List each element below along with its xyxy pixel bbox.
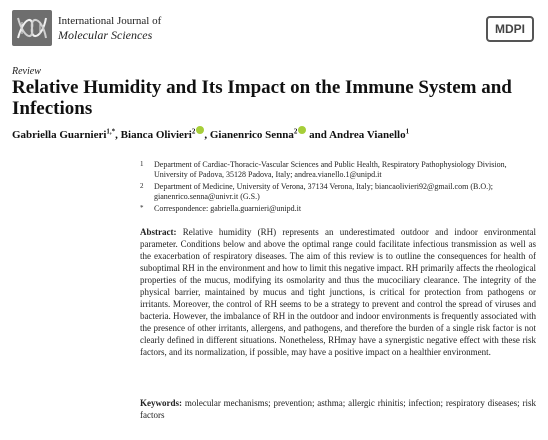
article-title: Relative Humidity and Its Impact on the Immune System and Infections: [12, 77, 512, 119]
journal-name: [58, 14, 161, 42]
affiliation-item: [140, 160, 535, 180]
author-conjunction: and: [306, 129, 330, 141]
journal-name-line1: International Journal of: [58, 15, 162, 27]
author-separator: ,: [204, 129, 210, 141]
author-name: Gabriella Guarnieri: [12, 129, 107, 141]
author-affiliation-mark: 2: [293, 127, 298, 136]
affiliation-mark: *: [140, 204, 144, 212]
author-name: Bianca Olivieri: [120, 129, 192, 141]
page-header: [0, 0, 548, 56]
publisher-logo-text: MDPI: [495, 22, 525, 36]
abstract-text: Relative humidity (RH) represents an underestimated outdoor and indoor environmental parameter. Conditions below and above the optimal range could facilitate infectious transmission as well as the exacerbation of respiratory diseases. The aim of this review is to outline the consequences for health of suboptimal RH in the environment and how to limit this negative impact. RH primarily affects the rheological properties of the mucus, modifying its osmolarity and thus the mucociliary clearance. The integrity of the physical barrier, maintained by mucus and tight junctions, is critical for protection from pathogens or irritants. Moreover, the control of RH seems to be a strategy to prevent and control the spread of viruses and bacteria. However, the imbalance of RH in the outdoor and indoor environments is frequently associated with the presence of other irritants, allergens, and pathogens, and therefore the burden of a single risk factor is not clearly defined in different situations. Nonetheless, RHmay have a synergistic negative effect with these risk factors, and its normalization, if possible, may have a positive impact on a healthier environment.: [140, 227, 537, 357]
author-affiliation-mark: 2: [191, 127, 196, 136]
author-affiliation-mark: 1,*: [106, 127, 116, 136]
keywords-label: Keywords:: [140, 398, 182, 408]
author-name: Gianenrico Senna: [209, 129, 294, 141]
affiliation-item: [140, 182, 535, 202]
journal-logo-icon: [12, 10, 52, 46]
journal-name-line2: Molecular Sciences: [58, 28, 153, 42]
author-separator: ,: [115, 129, 121, 141]
mdpi-logo-icon: [486, 16, 534, 42]
affiliations: [140, 160, 535, 216]
abstract: [140, 226, 536, 358]
author-list: [12, 126, 409, 141]
author-name: Andrea Vianello: [329, 129, 406, 141]
author-affiliation-mark: 1: [405, 127, 410, 136]
affiliation-text: Department of Medicine, University of Verona, 37134 Verona, Italy; biancaolivieri92@gmail.com (B.O.); gianenrico.senna@univr.it (G.S.): [154, 182, 493, 201]
correspondence-text: Correspondence: gabriella.guarnieri@unipd.it: [154, 204, 302, 213]
affiliation-mark: 1: [140, 160, 144, 168]
article-type: Review: [12, 66, 41, 77]
affiliation-item: [140, 204, 535, 214]
keywords: [140, 397, 536, 421]
abstract-label: Abstract:: [140, 227, 177, 237]
keywords-text: molecular mechanisms; prevention; asthma; allergic rhinitis; infection; respiratory diseases; risk factors: [140, 398, 536, 420]
affiliation-mark: 2: [140, 182, 144, 190]
affiliation-text: Department of Cardiac-Thoracic-Vascular Sciences and Public Health, Respiratory Pathophysiology Division, University of Padova, 35128 Padova, Italy; andrea.vianello.1@unipd.it: [154, 160, 507, 179]
